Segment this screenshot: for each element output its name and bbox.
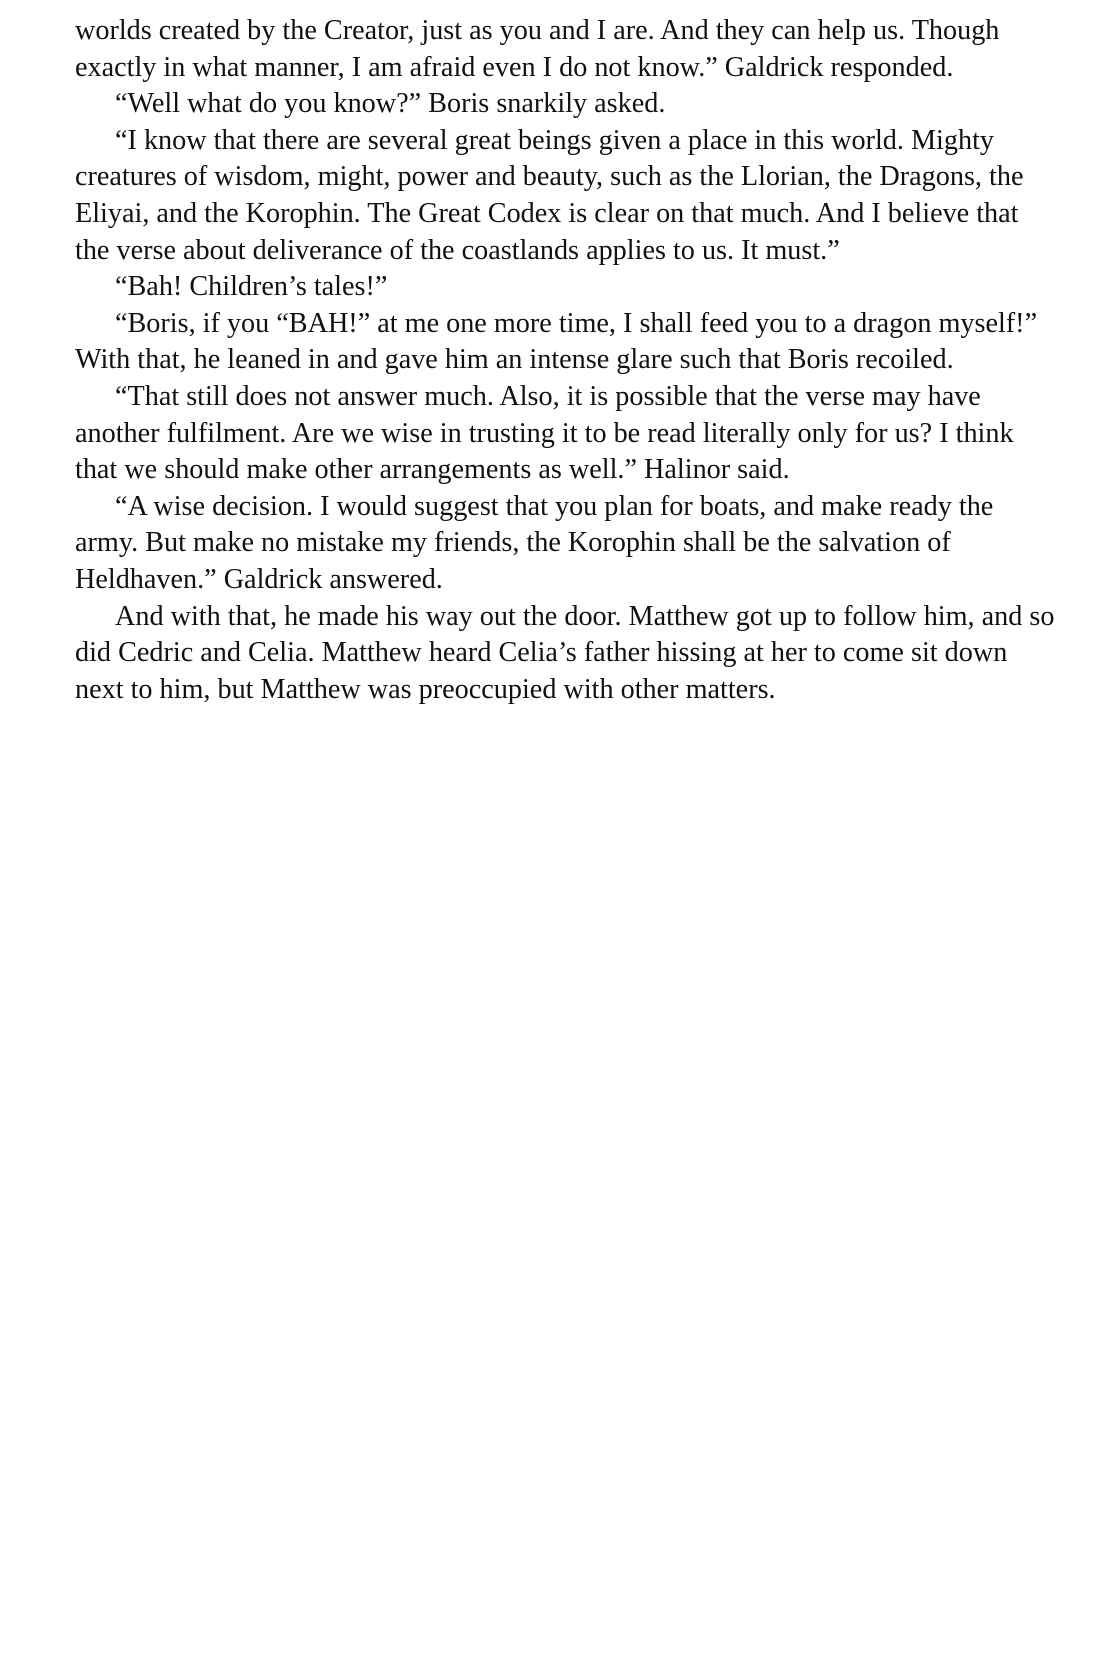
paragraph-wise-decision: “A wise decision. I would suggest that you plan for boats, and make ready the army. But make no mistake my friends, the Korophin shall be the salvation of Heldhaven.” Galdrick answered. bbox=[75, 490, 994, 595]
paragraph-departure: And with that, he made his way out the door. Matthew got up to follow him, and so did Cedric and Celia. Matthew heard Celia’s father hissing at her to come sit down next to him, but Matthew was preoccupied with other matters. bbox=[75, 600, 1055, 705]
paragraph-continuation: worlds created by the Creator, just as you and I are. And they can help us. Though exactly in what manner, I am afraid even I do not know.” Galdrick responded. bbox=[75, 15, 1000, 83]
paragraph-great-beings: “I know that there are several great beings given a place in this world. Mighty creatures of wisdom, might, power and beauty, such as the Llorian, the Dragons, the Eliyai, and the Korophin. The Great Codex is clear on that much. And I believe that the verse about deliverance of the coastlands applies to us. It must.” bbox=[75, 124, 1024, 266]
paragraph-halinor: “That still does not answer much. Also, it is possible that the verse may have another fulfilment. Are we wise in trusting it to be read literally only for us? I think that we should make other arrangements as well.” Halinor said. bbox=[75, 380, 1014, 486]
paragraph-dragon-threat: “Boris, if you “BAH!” at me one more time, I shall feed you to a dragon myself!” With that, he leaned in and gave him an intense glare such that Boris recoiled. bbox=[75, 307, 1038, 376]
paragraph-childrens-tales: “Bah! Children’s tales!” bbox=[115, 271, 388, 303]
page-body bbox=[75, 13, 1055, 708]
paragraph-boris-question: “Well what do you know?” Boris snarkily asked. bbox=[115, 88, 666, 120]
